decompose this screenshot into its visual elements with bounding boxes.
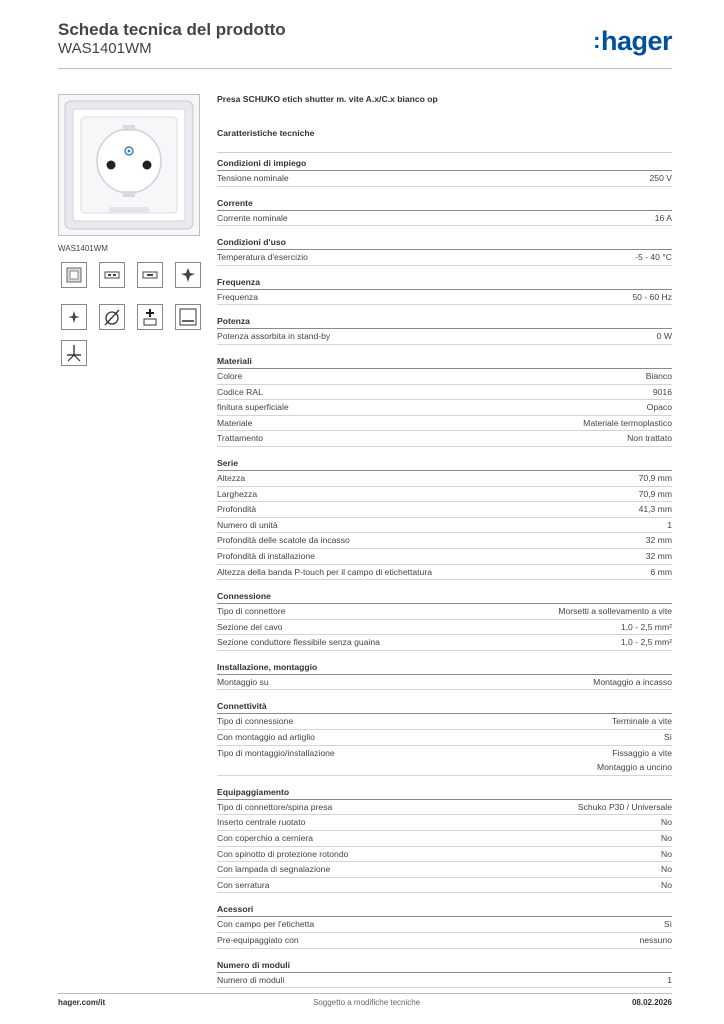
spec-row — [217, 933, 672, 949]
spec-label: Larghezza — [217, 488, 258, 499]
section-heading: Acessori — [217, 903, 672, 917]
display-icon — [99, 262, 125, 288]
footer-divider — [58, 993, 672, 994]
spec-label: Sezione del cavo — [217, 621, 283, 632]
spec-section — [217, 903, 672, 948]
spec-section — [217, 959, 672, 989]
section-heading: Corrente — [217, 197, 672, 211]
spec-value: Sì — [663, 732, 672, 743]
section-heading: Connettività — [217, 700, 672, 714]
spec-row — [217, 533, 672, 549]
spec-value: 1,0 - 2,5 mm² — [620, 637, 672, 648]
spec-label: Con serratura — [217, 879, 270, 890]
spec-label: Tipo di connettore/spina presa — [217, 801, 333, 812]
spec-label: Tensione nominale — [217, 173, 289, 183]
spec-row — [217, 385, 672, 401]
product-name: Presa SCHUKO etich shutter m. vite A.x/C.x bianco op — [217, 94, 438, 104]
spec-value: 32 mm — [645, 550, 672, 561]
spec-label: Frequenza — [217, 291, 259, 302]
spec-section — [217, 661, 672, 691]
spec-label: Corrente nominale — [217, 212, 288, 223]
section-heading: Equipaggiamento — [217, 786, 672, 800]
spec-value: 50 - 60 Hz — [632, 291, 672, 302]
spec-row — [217, 400, 672, 416]
spec-value: 250 V — [649, 173, 672, 183]
spec-row — [217, 878, 672, 894]
spec-label: Temperatura d'esercizio — [217, 252, 308, 263]
spec-section — [217, 157, 672, 187]
spec-row — [217, 730, 672, 746]
spec-row — [217, 815, 672, 831]
spec-row — [217, 917, 672, 933]
spec-value: Schuko P30 / Universale — [577, 801, 672, 812]
spec-section — [217, 700, 672, 775]
footer-website: hager.com/it — [58, 998, 106, 1007]
spec-sheet — [217, 94, 672, 998]
spec-value: No — [661, 817, 672, 828]
spec-section — [217, 786, 672, 894]
spec-label: Sezione conduttore flessibile senza guaina — [217, 637, 380, 648]
spec-row — [217, 620, 672, 636]
section-heading: Potenza — [217, 315, 672, 329]
spec-row — [217, 847, 672, 863]
product-image — [58, 94, 200, 236]
spec-row — [217, 471, 672, 487]
spec-row — [217, 329, 672, 345]
section-heading: Numero di moduli — [217, 959, 672, 973]
image-caption: WAS1401WM — [58, 244, 108, 253]
section-heading: Condizioni di impiego — [217, 157, 672, 171]
spec-value: nessuno — [639, 935, 672, 945]
spec-row — [217, 250, 672, 266]
spec-row — [217, 502, 672, 518]
light-icon — [61, 304, 87, 330]
spec-section — [217, 457, 672, 580]
display2-icon — [137, 262, 163, 288]
spec-row — [217, 487, 672, 503]
hager-logo: :hager — [593, 26, 672, 56]
section-heading: Materiali — [217, 355, 672, 369]
spec-value: 1 — [667, 974, 672, 985]
spec-value: 70,9 mm — [638, 472, 672, 483]
spec-value: Opaco — [646, 402, 672, 413]
tech-heading: Caratteristiche tecniche — [217, 128, 672, 153]
spec-value: 16 A — [654, 212, 672, 223]
spec-row — [217, 862, 672, 878]
spec-value: Bianco — [645, 370, 672, 381]
no-water-icon — [99, 304, 125, 330]
spec-value: Morsetti a sollevamento a vite — [558, 606, 672, 617]
section-heading: Serie — [217, 457, 672, 471]
section-heading: Frequenza — [217, 276, 672, 290]
spec-value: Materiale termoplastico — [583, 417, 672, 428]
spec-label: Numero di unità — [217, 519, 278, 530]
spec-value: No — [661, 848, 672, 859]
footer-date: 08.02.2026 — [631, 998, 672, 1007]
spec-value: 41,3 mm — [638, 504, 672, 515]
spec-label: Pre-equipaggiato con — [217, 935, 299, 945]
spec-label: Profondità di installazione — [217, 550, 315, 561]
spec-label: Trattamento — [217, 433, 264, 444]
section-heading: Connessione — [217, 590, 672, 604]
spec-label: Altezza della banda P-touch per il campo di etichettatura — [217, 566, 432, 577]
spec-label: Profondità delle scatole da incasso — [217, 535, 350, 546]
spec-section — [217, 197, 672, 227]
section-heading: Installazione, montaggio — [217, 661, 672, 675]
spec-row — [217, 431, 672, 447]
spec-label: Con spinotto di protezione rotondo — [217, 848, 349, 859]
spec-value: 9016 — [652, 386, 672, 397]
header-divider — [58, 68, 672, 69]
spec-row — [217, 746, 672, 776]
spec-section — [217, 276, 672, 306]
spec-section — [217, 355, 672, 447]
spec-label: Numero di moduli — [217, 974, 285, 985]
spec-value: 32 mm — [645, 535, 672, 546]
spec-label: Tipo di connettore — [217, 606, 286, 617]
spark-icon — [175, 262, 201, 288]
earth-icon — [61, 340, 87, 366]
product-code: WAS1401WM — [58, 40, 152, 57]
spec-row — [217, 973, 672, 989]
spec-label: Colore — [217, 370, 243, 381]
panel-icon — [175, 304, 201, 330]
plus-display-icon — [137, 304, 163, 330]
section-heading: Condizioni d'uso — [217, 236, 672, 250]
spec-row — [217, 800, 672, 816]
spec-value: Montaggio a incasso — [593, 676, 672, 687]
spec-label: Con montaggio ad artiglio — [217, 732, 315, 743]
spec-section — [217, 590, 672, 651]
spec-value: No — [661, 833, 672, 844]
spec-label: Con coperchio a cerniera — [217, 833, 314, 844]
spec-value: Sì — [663, 919, 672, 930]
spec-sections — [217, 157, 672, 988]
spec-row — [217, 565, 672, 581]
spec-value: No — [661, 879, 672, 890]
spec-row — [217, 211, 672, 227]
spec-row — [217, 518, 672, 534]
spec-value: Terminale a vite — [611, 716, 672, 727]
spec-row — [217, 416, 672, 432]
spec-label: Materiale — [217, 417, 253, 428]
spec-label: Tipo di connessione — [217, 716, 294, 727]
spec-row — [217, 171, 672, 187]
spec-label: Montaggio su — [217, 676, 269, 687]
spec-row — [217, 714, 672, 730]
spec-label: Con campo per l'etichetta — [217, 919, 315, 930]
spec-row — [217, 604, 672, 620]
spec-value: 1 — [667, 519, 672, 530]
spec-label: Con lampada di segnalazione — [217, 864, 331, 875]
spec-section — [217, 236, 672, 266]
spec-section — [217, 315, 672, 345]
spec-value: 1,0 - 2,5 mm² — [620, 621, 672, 632]
spec-value: 6 mm — [650, 566, 672, 577]
spec-label: Tipo di montaggio/installazione — [217, 747, 335, 758]
spec-row — [217, 369, 672, 385]
spec-label: Profondità — [217, 504, 257, 515]
spec-label: Codice RAL — [217, 386, 263, 397]
spec-row — [217, 675, 672, 691]
spec-value: Fissaggio a vite Montaggio a uncino — [596, 747, 672, 773]
footer-note: Soggetto a modifiche tecniche — [313, 998, 421, 1007]
spec-row — [217, 290, 672, 306]
spec-value: Non trattato — [627, 433, 672, 444]
spec-row — [217, 549, 672, 565]
spec-value: -5 - 40 °C — [635, 252, 672, 263]
spec-row — [217, 831, 672, 847]
spec-label: finitura superficiale — [217, 402, 289, 413]
spec-label: Inserto centrale ruotato — [217, 817, 306, 828]
spec-label: Potenza assorbita in stand-by — [217, 331, 331, 342]
spec-row — [217, 635, 672, 651]
spec-label: Altezza — [217, 472, 246, 483]
page-title: Scheda tecnica del prodotto — [58, 20, 286, 39]
spec-value: 70,9 mm — [638, 488, 672, 499]
spec-value: 0 W — [656, 331, 672, 342]
frame-icon — [61, 262, 87, 288]
spec-value: No — [661, 864, 672, 875]
